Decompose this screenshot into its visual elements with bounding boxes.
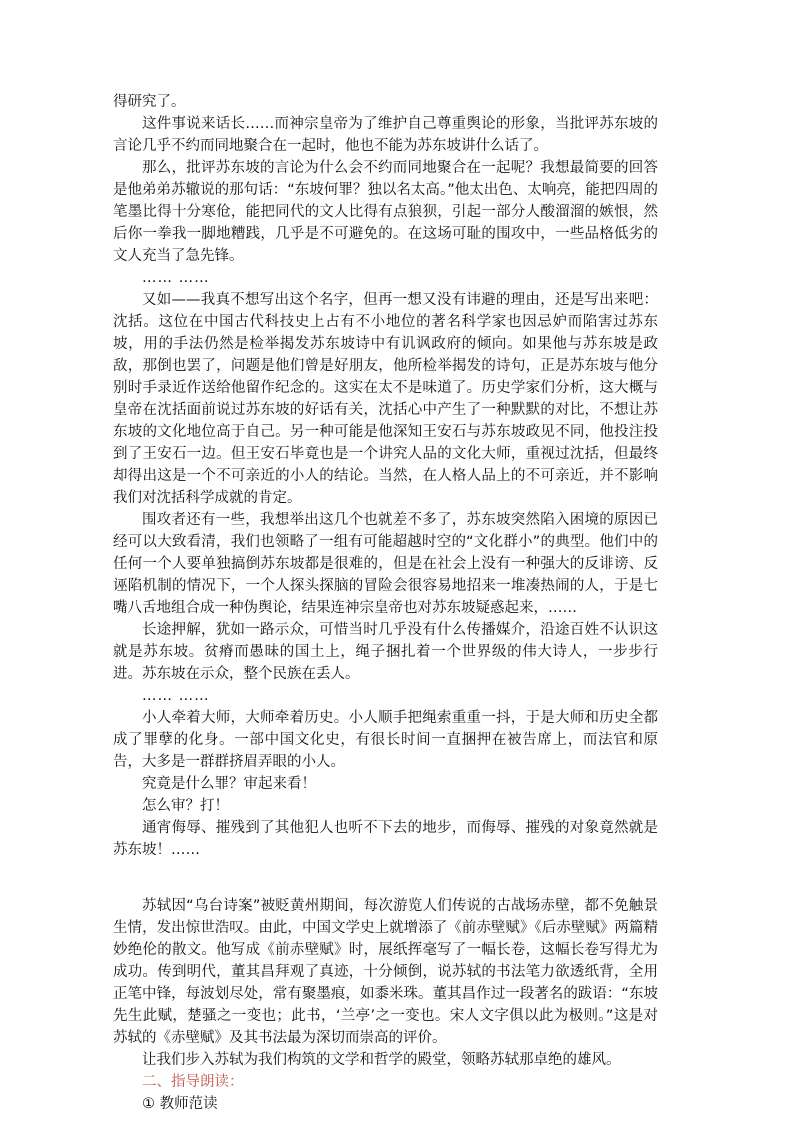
text-column xyxy=(113,91,658,1115)
paragraph: 通宵侮辱、摧残到了其他犯人也听不下去的地步，而侮辱、摧残的对象竟然就是苏东坡！…… xyxy=(113,820,658,858)
ellipsis-line: …… …… xyxy=(142,270,210,286)
paragraph: 小人牵着大师，大师牵着历史。小人顺手把绳索重重一抖，于是大师和历史全都成了罪孽的化身。一部中国文化史，有很长时间一直捆押在被告席上，而法官和原告，大多是一群群挤眉弄眼的小人。 xyxy=(113,710,658,770)
paragraph: 又如——我真不想写出这个名字，但再一想又没有讳避的理由，还是写出来吧：沈括。这位在中国古代科技史上占有不小地位的著名科学家也因忌妒而陷害过苏东坡，用的手法仍然是检举揭发苏东坡诗中有讥讽政府的倾向。如果他与苏东坡是政敌，那倒也罢了，问题是他们曾是好朋友，他所检举揭发的诗句，正是苏东坡与他分别时手录近作送给他留作纪念的。这实在太不是味道了。历史学家们分析，这大概与皇帝在沈括面前说过苏东坡的好话有关，沈括心中产生了一种默默的对比，不想让苏东坡的文化地位高于自己。另一种可能是他深知王安石与苏东坡政见不同，他投注投到了王安石一边。但王安石毕竟也是一个讲究人品的文化大师，重视过沈括，但最终却得出这是一个不可亲近的小人的结论。当然，在人格人品上的不可亲近，并不影响我们对沈括科学成就的肯定。 xyxy=(113,292,658,506)
list-item: ① 教师范读 xyxy=(142,1096,218,1112)
blank-gap xyxy=(113,861,658,895)
paragraph: 得研究了。 xyxy=(113,94,186,110)
paragraph: 这件事说来话长……而神宗皇帝为了维护自己尊重舆论的形象，当批评苏东坡的言论几乎不约而同地聚合在一起时，他也不能为苏东坡讲什么话了。 xyxy=(113,116,658,154)
paragraph: 让我们步入苏轼为我们构筑的文学和哲学的殿堂，领略苏轼那卓绝的雄风。 xyxy=(142,1052,621,1068)
ellipsis-line: …… …… xyxy=(142,688,210,704)
paragraph: 围攻者还有一些，我想举出这几个也就差不多了，苏东坡突然陷入困境的原因已经可以大致看清，我们也领略了一组有可能超越时空的“文化群小”的典型。他们中的任何一个人要单独搞倒苏东坡都是很难的，但是在社会上没有一种强大的反诽谤、反诬陷机制的情况下，一个人探头探脑的冒险会很容易地招来一堆凑热闹的人，于是七嘴八舌地组合成一种伪舆论，结果连神宗皇帝也对苏东坡疑惑起来，…… xyxy=(113,512,658,616)
section-heading: 二、指导朗读： xyxy=(142,1074,244,1090)
paragraph: 那么，批评苏东坡的言论为什么会不约而同地聚合在一起呢？我想最简要的回答是他弟弟苏辙说的那句话：“东坡何罪？独以名太高。”他太出色、太响亮，能把四周的笔墨比得十分寒伧，能把同代的文人比得有点狼狈，引起一部分人酸溜溜的嫉恨，然后你一拳我一脚地糟践，几乎是不可避免的。在这场可耻的围攻中，一些品格低劣的文人充当了急先锋。 xyxy=(113,160,658,264)
paragraph: 怎么审？打！ xyxy=(142,798,229,814)
paragraph: 究竟是什么罪？审起来看！ xyxy=(142,776,316,792)
paragraph: 苏轼因“乌台诗案”被贬黄州期间，每次游览人们传说的古战场赤壁，都不免触景生情，发出惊世浩叹。由此，中国文学史上就增添了《前赤壁赋》《后赤壁赋》两篇精妙绝伦的散文。他写成《前赤壁赋》时，展纸挥毫写了一幅长卷，这幅长卷写得尤为成功。传到明代，董其昌拜观了真迹，十分倾倒，说苏轼的书法笔力欲透纸背，全用正笔中锋，每波划尽处，常有聚墨痕，如黍米珠。董其昌作过一段著名的跋语：“东坡先生此赋，楚骚之一变也；此书，‘兰亭’之一变也。宋人文字俱以此为极则。”这是对苏轼的《赤壁赋》及其书法最为深切而崇高的评价。 xyxy=(113,898,658,1046)
paragraph: 长途押解，犹如一路示众，可惜当时几乎没有什么传播媒介，沿途百姓不认识这就是苏东坡。贫瘠而愚昧的国土上，绳子捆扎着一个世界级的伟大诗人，一步步行进。苏东坡在示众，整个民族在丢人。 xyxy=(113,622,658,682)
